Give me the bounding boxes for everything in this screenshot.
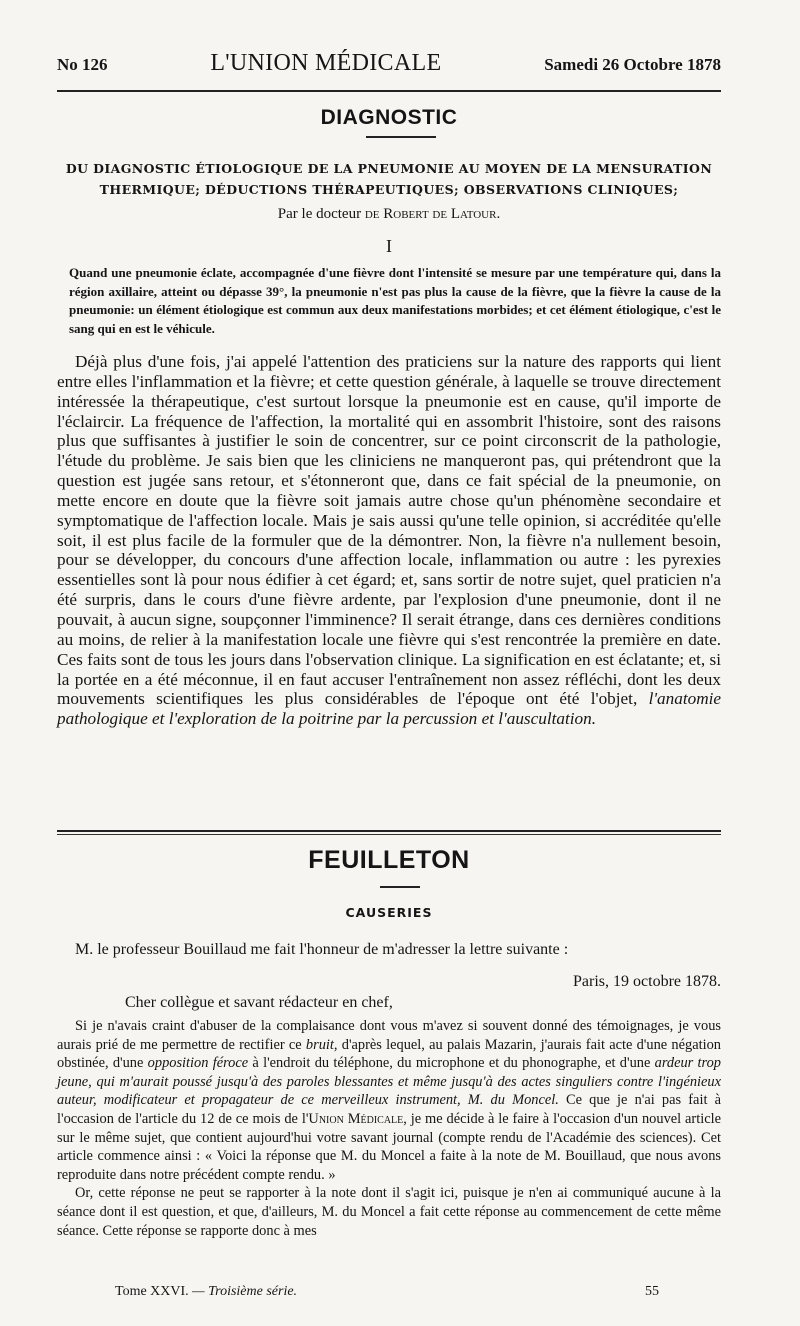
feuilleton-underline [380,886,420,888]
issue-number: No 126 [57,55,108,74]
page-number: 55 [645,1284,659,1299]
letter-salutation: Cher collègue et savant rédacteur en chef, [125,994,393,1011]
letter-body [57,1017,721,1240]
letter-text: , je me décide à le faire à l'occasion d'un nouvel article sur le même sujet, que contient aujourd'hui votre savant journal (compte rendu de l'Académie des sciences). Cet article commence ainsi : « Voici la réponse que M. du Moncel a faite à la note de M. Bouillaud, que nous avons reproduite dans notre précédent compte rendu. » [57,1110,721,1183]
masthead-rule [57,90,721,92]
letter-text: à l'endroit du téléphone, du microphone et du phonographe, et d'une [252,1055,651,1072]
feuilleton-rule-bottom [57,834,721,835]
masthead [57,50,721,86]
letter-paragraph: Or, cette réponse ne peut se rapporter à la note dont il s'agit ici, puisque je n'en ai communiqué aucune à la séance dont il est question, et que, d'ailleurs, M. du Moncel a fait cette réponse au commencement de cette même séance. Cette réponse se rapporte donc à mes [57,1185,721,1239]
journal-title: L'UNION MÉDICALE [210,50,442,76]
section-underline [366,136,436,138]
letter-italic: opposition féroce [147,1055,249,1072]
abstract [57,264,721,338]
letter-intro: M. le professeur Bouillaud me fait l'honneur de m'adresser la lettre suivante : [75,941,569,958]
journal-name-inline: Union Médicale [308,1110,404,1127]
author-line [57,206,721,223]
section-title: DIAGNOSTIC [320,106,458,129]
letter-text: d'après lequel, au palais Mazarin, j'aurais fait acte d'une négation obstinée, d'une [57,1036,721,1072]
author-name: de Robert de Latour. [364,206,501,222]
letter-text: Si je n'avais craint d'abuser de la complaisance dont vous m'avez si souvent donné des témoignages, je vous aurais prié de me permettre de rectifier ce [57,1018,721,1053]
feuilleton-rule-top [57,830,721,832]
letter-dateline: Paris, 19 octobre 1878. [573,973,721,990]
series-label: — Troisième série. [192,1284,298,1299]
article-paragraph [57,352,721,729]
footer-volume [57,1284,297,1300]
letter-italic: ardeur trop jeune, qui m'aurait poussé jusqu'à des paroles blessantes et même jusqu'à des actes singuliers contre l'ingénieux auteur, modificateur et propagateur de ce merveilleux instrument, M. du Moncel. [57,1055,722,1109]
page-footer [57,1284,721,1300]
body-italic: l'anatomie pathologique et l'exploration de la poitrine par la percussion et l'auscultation. [57,689,722,729]
article-body [57,352,721,729]
part-number: I [386,236,392,256]
article-title: DU DIAGNOSTIC ÉTIOLOGIQUE DE LA PNEUMONIE AU MOYEN DE LA MENSURATION THERMIQUE; DÉDUCTIONS THÉRAPEUTIQUES; OBSERVATIONS CLINIQUES; [65,161,713,197]
abstract-text: Quand une pneumonie éclate, accompagnée d'une fièvre dont l'intensité se mesure par une température qui, dans la région axillaire, atteint ou dépasse 39°, la pneumonie n'est pas plus la cause de la fièvre, que la fièvre la cause de la pneumonie: un élément étiologique est commun aux deux manifestations morbides; et cet élément étiologique, c'est le sang qui en est le véhicule. [69,265,721,336]
letter-italic: bruit, [305,1036,338,1053]
feuilleton-title: FEUILLETON [308,846,470,874]
letter-text: Ce que je n'ai pas fait à l'occasion de l'article du 12 de ce mois de l' [57,1092,721,1127]
causeries-heading: CAUSERIES [345,905,433,920]
body-text: Déjà plus d'une fois, j'ai appelé l'attention des praticiens sur la nature des rapports qui lient entre elles l'inflammation et la fièvre; et cette question générale, à laquelle se trouve directement intéressée la thérapeutique, c'est surtout lorsque la pneumonie est en cause, qu'il importe de l'éclaircir. La fréquence de l'affection, la mortalité qui en assombrit l'histoire, sont des raisons plus que suffisantes à justifier le soin de concentrer, sur ce point circonscrit de la pathologie, l'étude du problème. Je sais bien que les cliniciens ne manqueront pas, qui prétendront que la question est jugée sans retour, et s'étonneront que, dans ce fait spécial de la pneumonie, on mette encore en doute que la fièvre soit jamais autre chose qu'un phénomène secondaire et symptomatique de l'affection locale. Mais je sais aussi qu'une telle opinion, si accréditée qu'elle soit, il est plus facile de la formuler que de la démontrer. Non, la fièvre n'a nullement besoin, pour se développer, du concours d'une affection locale, inflammation ou autre : les pyrexies essentielles sont là pour nous édifier à cet égard; et, sans sortir de notre sujet, quel praticien n'a été surpris, dans le cours d'une fièvre ardente, par l'explosion d'une pneumonie, dont il ne pouvait, à aucun signe, soupçonner l'imminence? Il serait étrange, dans ces dernières conditions au moins, de relier à la manifestation locale une fièvre qui s'est rencontrée la première en date. Ces faits sont de tous les jours dans l'observation clinique. La signification en est éclatante; et, si la portée en a été méconnue, il en faut accuser l'entraînement non assez réfléchi, dont les deux mouvements scientifiques les plus considérables de l'époque ont été l'objet, [57,352,721,709]
letter-paragraph [57,1017,721,1184]
issue-date: Samedi 26 Octobre 1878 [544,55,721,74]
author-prefix: Par le docteur [277,206,362,222]
volume-label: Tome XXVI. [115,1284,189,1299]
